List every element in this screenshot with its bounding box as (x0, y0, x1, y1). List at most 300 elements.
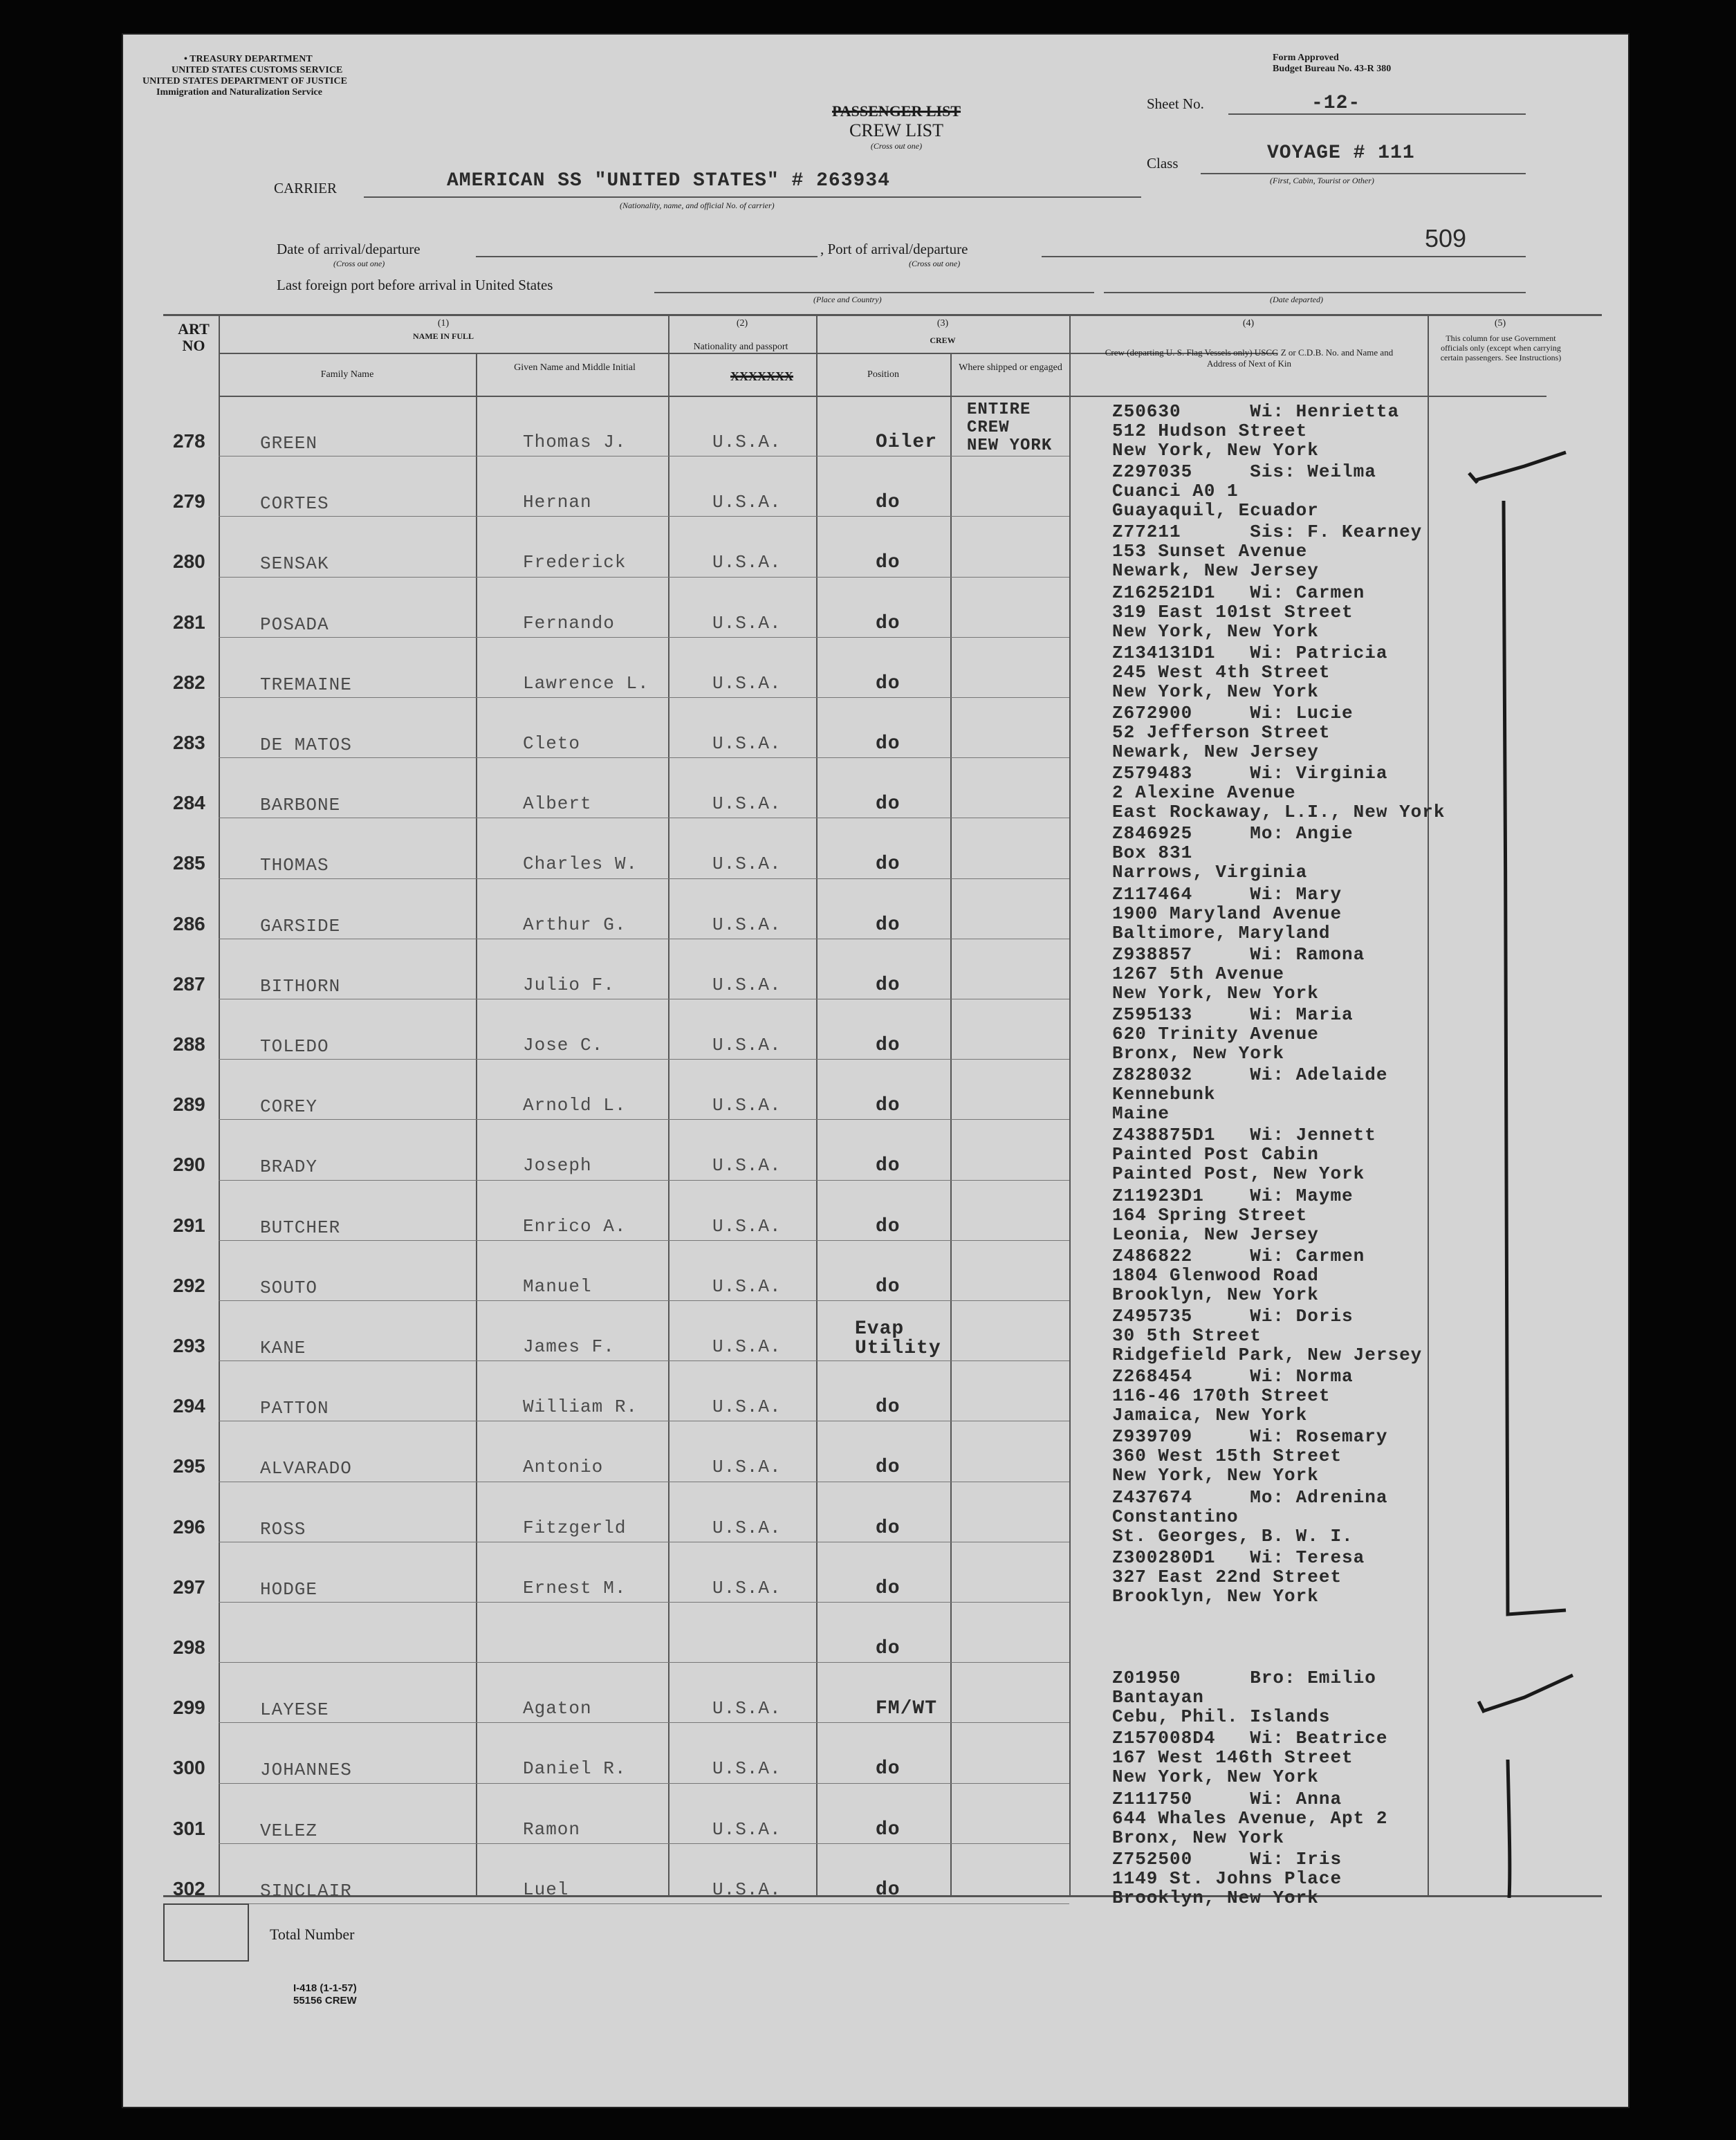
given-name: Ramon (523, 1818, 581, 1840)
table-row (122, 1000, 1629, 1064)
next-of-kin-line: Box 831 (1112, 842, 1193, 864)
document-page (122, 33, 1629, 2108)
family-name: VELEZ (260, 1820, 318, 1841)
col4-number: (4) (1242, 318, 1255, 329)
next-of-kin-line: Painted Post Cabin (1112, 1144, 1319, 1165)
family-name: PATTON (260, 1398, 329, 1419)
title-block (793, 102, 1000, 151)
table-row (122, 699, 1629, 762)
row-rule (219, 1180, 1069, 1181)
next-of-kin-line: Z157008D4 Wi: Beatrice (1112, 1728, 1388, 1749)
next-of-kin-line: Z117464 Wi: Mary (1112, 883, 1342, 905)
given-name: Luel (523, 1879, 569, 1900)
row-rule (219, 878, 1069, 879)
family-name: GARSIDE (260, 915, 341, 937)
row-number: 286 (173, 912, 205, 934)
next-of-kin-line: 319 East 101st Street (1112, 601, 1354, 622)
page-number: 509 (1425, 224, 1467, 252)
family-name: TOLEDO (260, 1036, 329, 1057)
next-of-kin-line: New York, New York (1112, 982, 1319, 1004)
family-name: POSADA (260, 614, 329, 635)
row-number: 281 (173, 611, 205, 633)
place-country-note: (Place and Country) (813, 295, 882, 304)
next-of-kin-line: 1804 Glenwood Road (1112, 1264, 1319, 1286)
next-of-kin-line: New York, New York (1112, 681, 1319, 702)
given-name: Julio F. (523, 974, 615, 995)
next-of-kin-line: New York, New York (1112, 1767, 1319, 1788)
next-of-kin-line: 116-46 170th Street (1112, 1385, 1331, 1407)
given-name: Fitzgerld (523, 1517, 627, 1538)
nationality: U.S.A. (712, 432, 782, 452)
table-row (122, 1543, 1629, 1607)
entire-crew-line: ENTIRE (967, 400, 1031, 419)
table-row (122, 819, 1629, 883)
nationality: U.S.A. (712, 1758, 782, 1780)
col3-position: Position (867, 369, 899, 380)
next-of-kin-line: 30 5th Street (1112, 1325, 1262, 1346)
row-rule (219, 1722, 1069, 1723)
col1-number: (1) (437, 318, 450, 329)
row-number: 292 (173, 1274, 205, 1296)
given-name: Ernest M. (523, 1577, 627, 1598)
col1-given: Given Name and Middle Initial (514, 362, 636, 373)
next-of-kin-line: Jamaica, New York (1112, 1405, 1308, 1426)
crew-position: do (876, 1758, 901, 1780)
next-of-kin-line: Cuanci A0 1 (1112, 481, 1239, 502)
row-number: 298 (173, 1636, 205, 1658)
row-number: 290 (173, 1154, 205, 1176)
table-row (122, 1663, 1629, 1728)
bracket-line-icon (1504, 501, 1566, 1614)
crew-position: do (876, 1577, 901, 1599)
next-of-kin-line: Constantino (1112, 1506, 1239, 1527)
crew-position: do (876, 854, 901, 876)
nationality: U.S.A. (712, 1035, 782, 1055)
row-number: 300 (173, 1757, 205, 1779)
next-of-kin-line: East Rockaway, L.I., New York (1112, 802, 1446, 823)
row-rule (219, 1360, 1069, 1361)
nationality: U.S.A. (712, 733, 782, 754)
family-name: SENSAK (260, 553, 329, 575)
row-rule (219, 1903, 1069, 1904)
crew-position: do (876, 974, 901, 996)
col2-number: (2) (736, 318, 748, 329)
check-mark-icon (1469, 473, 1477, 483)
crew-position: do (876, 1155, 901, 1177)
port-label: , Port of arrival/departure (820, 241, 968, 257)
next-of-kin-line: 153 Sunset Avenue (1112, 541, 1308, 562)
row-rule (219, 697, 1069, 698)
given-name: Albert (523, 793, 592, 815)
crew-position: do (876, 1818, 901, 1841)
crew-position: do (876, 1275, 901, 1298)
next-of-kin-line: New York, New York (1112, 1465, 1319, 1486)
nationality: U.S.A. (712, 552, 782, 573)
row-rule (219, 1300, 1069, 1301)
family-name: SINCLAIR (260, 1880, 352, 1901)
next-of-kin-line: Z300280D1 Wi: Teresa (1112, 1547, 1365, 1568)
col2-strike: XXXXXXX (730, 369, 793, 383)
date-rule (476, 256, 818, 257)
row-rule (219, 516, 1069, 517)
dept-line: UNITED STATES CUSTOMS SERVICE (172, 65, 343, 75)
crew-position: do (876, 612, 901, 634)
row-rule (219, 1662, 1069, 1663)
date-departed-note: (Date departed) (1270, 295, 1323, 304)
next-of-kin-line: Z486822 Wi: Carmen (1112, 1245, 1365, 1266)
table-row (122, 1483, 1629, 1547)
port-cross-note: (Cross out one) (909, 259, 961, 268)
family-name: BITHORN (260, 975, 341, 997)
given-name: Joseph (523, 1155, 592, 1177)
nationality: U.S.A. (712, 1698, 782, 1719)
crew-position: do (876, 1457, 901, 1479)
next-of-kin-line: Kennebunk (1112, 1084, 1216, 1105)
next-of-kin-line: 2 Alexine Avenue (1112, 782, 1296, 804)
crew-position: do (876, 552, 901, 574)
crew-code: 55156 CREW (293, 1995, 357, 2007)
nationality: U.S.A. (712, 492, 782, 513)
next-of-kin-line: Bronx, New York (1112, 1827, 1285, 1848)
table-row (122, 759, 1629, 823)
family-name: BARBONE (260, 795, 341, 816)
last-port-rule (654, 292, 1094, 293)
next-of-kin-line: Baltimore, Maryland (1112, 922, 1331, 943)
sheet-value: -12- (1311, 93, 1361, 114)
crew-position: do (876, 492, 901, 514)
next-of-kin-line: Z50630 Wi: Henrietta (1112, 401, 1400, 422)
table-row (122, 397, 1629, 461)
nationality: U.S.A. (712, 1215, 782, 1237)
col1-family: Family Name (320, 369, 374, 380)
next-of-kin-line: Ridgefield Park, New Jersey (1112, 1345, 1423, 1365)
carrier-rule (364, 196, 1141, 198)
department-block (142, 54, 447, 98)
crew-position: do (876, 1879, 901, 1901)
col3-title: CREW (930, 335, 956, 345)
next-of-kin-line: 360 West 15th Street (1112, 1446, 1342, 1467)
crew-position: do (876, 1095, 901, 1117)
row-number: 284 (173, 792, 205, 814)
nationality: U.S.A. (712, 793, 782, 815)
col1-title: NAME IN FULL (412, 331, 474, 341)
next-of-kin-line: Leonia, New Jersey (1112, 1224, 1319, 1245)
next-of-kin-line: Narrows, Virginia (1112, 862, 1308, 883)
row-number: 293 (173, 1335, 205, 1356)
next-of-kin-line: Bronx, New York (1112, 1043, 1285, 1064)
nationality: U.S.A. (712, 672, 782, 694)
row-number: 282 (173, 671, 205, 693)
next-of-kin-line: Z162521D1 Wi: Carmen (1112, 582, 1365, 603)
next-of-kin-line: Brooklyn, New York (1112, 1887, 1319, 1908)
given-name: William R. (523, 1396, 638, 1418)
next-of-kin-line: 644 Whales Avenue, Apt 2 (1112, 1807, 1388, 1829)
family-name: BUTCHER (260, 1217, 341, 1238)
table-row (122, 1845, 1629, 1908)
next-of-kin-line: Z437674 Mo: Adrenina (1112, 1486, 1388, 1508)
row-number: 280 (173, 551, 205, 573)
table-row (122, 1120, 1629, 1185)
art-no-header: ART NO (178, 320, 210, 354)
next-of-kin-line: Z828032 Wi: Adelaide (1112, 1064, 1388, 1086)
col5-number: (5) (1494, 318, 1506, 329)
next-of-kin-line: Z111750 Wi: Anna (1112, 1788, 1342, 1809)
row-rule (219, 1240, 1069, 1241)
carrier-label: CARRIER (274, 180, 338, 196)
row-number: 279 (173, 490, 205, 513)
next-of-kin-line: Z595133 Wi: Maria (1112, 1004, 1354, 1025)
crew-position: do (876, 1396, 901, 1419)
family-name: COREY (260, 1096, 318, 1118)
row-number: 295 (173, 1455, 205, 1477)
crew-position: do (876, 1215, 901, 1237)
next-of-kin-line: Z846925 Mo: Angie (1112, 823, 1354, 845)
family-name: BRADY (260, 1156, 318, 1178)
given-name: Agaton (523, 1698, 592, 1719)
next-of-kin-line: New York, New York (1112, 440, 1319, 461)
next-of-kin-line: Painted Post, New York (1112, 1163, 1365, 1185)
dept-line: Immigration and Naturalization Service (156, 87, 322, 98)
next-of-kin-line: Z495735 Wi: Doris (1112, 1306, 1354, 1327)
given-name: Arnold L. (523, 1095, 627, 1116)
next-of-kin-line: Guayaquil, Ecuador (1112, 500, 1319, 522)
row-rule (219, 1119, 1069, 1120)
given-name: Jose C. (523, 1035, 604, 1055)
family-name: ROSS (260, 1518, 306, 1540)
table-row (122, 1724, 1629, 1788)
sheet-label: Sheet No. (1147, 95, 1204, 112)
next-of-kin-line: 1267 5th Avenue (1112, 963, 1285, 984)
nationality: U.S.A. (712, 612, 782, 634)
table-row (122, 1181, 1629, 1245)
nationality: U.S.A. (712, 1818, 782, 1840)
family-name: JOHANNES (260, 1760, 352, 1781)
col4-title: Crew (departing U. S. Flag Vessels only) USCG Z or C.D.B. No. and Name and Address of Next of Kin (1105, 347, 1394, 369)
crew-position: do (876, 793, 901, 815)
port-rule (1042, 256, 1526, 257)
cross-out-note: (Cross out one) (870, 141, 923, 151)
class-rule (1201, 173, 1526, 174)
given-name: Manuel (523, 1275, 592, 1297)
table-row (122, 880, 1629, 943)
bracket-line-icon (1508, 1760, 1510, 1898)
nationality: U.S.A. (712, 1275, 782, 1297)
crew-position: do (876, 672, 901, 694)
class-value: VOYAGE # 111 (1267, 142, 1415, 164)
family-name: KANE (260, 1338, 306, 1358)
crew-position: do (876, 1517, 901, 1539)
form-approved (1273, 53, 1391, 75)
table-row (122, 940, 1629, 1004)
form-number: I-418 (1-1-57) (293, 1982, 357, 1994)
carrier-value: AMERICAN SS "UNITED STATES" # 263934 (447, 170, 890, 192)
next-of-kin-line: 1900 Maryland Avenue (1112, 903, 1342, 924)
table-row (122, 1422, 1629, 1486)
row-number: 288 (173, 1033, 205, 1055)
row-number: 297 (173, 1576, 205, 1598)
crew-position: do (876, 1035, 901, 1056)
next-of-kin-line: 327 East 22nd Street (1112, 1566, 1342, 1587)
table-row (122, 1302, 1629, 1365)
class-sub: (First, Cabin, Tourist or Other) (1270, 176, 1374, 185)
row-rule (219, 1783, 1069, 1784)
sheet-rule (1228, 113, 1526, 115)
next-of-kin-line: 512 Hudson Street (1112, 421, 1308, 441)
col5-title: This column for use Government officials only (except when carrying certain passengers. See Instructions) (1440, 333, 1562, 362)
next-of-kin-line: Z297035 Sis: Weilma (1112, 461, 1376, 483)
table-row (122, 1060, 1629, 1125)
next-of-kin-line: Z134131D1 Wi: Patricia (1112, 642, 1388, 663)
col2-title: Nationality and passport (693, 342, 788, 352)
given-name: Thomas J. (523, 432, 627, 452)
family-name: THOMAS (260, 855, 329, 876)
next-of-kin-line: Brooklyn, New York (1112, 1585, 1319, 1607)
given-name: Cleto (523, 733, 581, 754)
row-number: 302 (173, 1877, 205, 1899)
table-row (122, 578, 1629, 642)
given-name: Enrico A. (523, 1215, 627, 1237)
next-of-kin-line: Z579483 Wi: Virginia (1112, 763, 1388, 784)
nationality: U.S.A. (712, 854, 782, 875)
total-number-label: Total Number (270, 1926, 355, 1943)
crew-position: do (876, 1638, 901, 1659)
row-number: 287 (173, 972, 205, 995)
row-rule (219, 1843, 1069, 1844)
nationality: U.S.A. (712, 1155, 782, 1177)
table-row (122, 1362, 1629, 1426)
nationality: U.S.A. (712, 1095, 782, 1116)
next-of-kin-line: 164 Spring Street (1112, 1204, 1308, 1226)
table-row (122, 1603, 1629, 1663)
next-of-kin-line: Newark, New Jersey (1112, 741, 1319, 762)
table-row (122, 517, 1629, 582)
row-number: 294 (173, 1395, 205, 1417)
col3-number: (3) (936, 318, 949, 329)
row-rule (219, 1059, 1069, 1060)
form-approved-line: Form Approved (1273, 53, 1339, 63)
next-of-kin-line: 620 Trinity Avenue (1112, 1024, 1319, 1044)
row-rule (219, 1602, 1069, 1603)
given-name: Antonio (523, 1457, 604, 1478)
next-of-kin-line: St. Georges, B. W. I. (1112, 1525, 1354, 1547)
entire-crew-line: CREW (967, 418, 1010, 437)
family-name: DE MATOS (260, 735, 352, 755)
row-number: 291 (173, 1214, 205, 1236)
date-departed-rule (1104, 292, 1526, 293)
given-name: Fernando (523, 612, 615, 634)
given-name: Daniel R. (523, 1758, 627, 1780)
family-name: TREMAINE (260, 674, 352, 695)
next-of-kin-line: Cebu, Phil. Islands (1112, 1706, 1331, 1728)
next-of-kin-line: Z939709 Wi: Rosemary (1112, 1426, 1388, 1448)
next-of-kin-line: Z752500 Wi: Iris (1112, 1848, 1342, 1870)
given-name: Arthur G. (523, 914, 627, 935)
row-rule (219, 757, 1069, 758)
table-row (122, 457, 1629, 522)
row-number: 285 (173, 852, 205, 874)
next-of-kin-line: Maine (1112, 1103, 1170, 1125)
entire-crew-line: NEW YORK (967, 436, 1053, 455)
row-number: 289 (173, 1094, 205, 1116)
total-number-box (163, 1903, 249, 1962)
form-code (293, 1982, 357, 2007)
row-rule (219, 637, 1069, 638)
row-number: 283 (173, 732, 205, 753)
carrier-sub: (Nationality, name, and official No. of carrier) (620, 201, 775, 210)
table-row (122, 1784, 1629, 1848)
date-label: Date of arrival/departure (277, 241, 421, 257)
given-name: Charles W. (523, 854, 638, 875)
family-name: HODGE (260, 1578, 318, 1600)
nationality: U.S.A. (712, 974, 782, 995)
next-of-kin-line: Bantayan (1112, 1687, 1204, 1708)
crew-position: Oiler (876, 432, 938, 453)
nationality: U.S.A. (712, 1517, 782, 1538)
class-label: Class (1147, 155, 1179, 172)
form-approved-line: Budget Bureau No. 43-R 380 (1273, 64, 1392, 74)
passenger-list-title: PASSENGER LIST (831, 102, 961, 120)
next-of-kin-line: Z938857 Wi: Ramona (1112, 943, 1365, 965)
given-name: James F. (523, 1336, 615, 1357)
nationality: U.S.A. (712, 914, 782, 935)
next-of-kin-line: Brooklyn, New York (1112, 1284, 1319, 1305)
nationality: U.S.A. (712, 1396, 782, 1418)
next-of-kin-line: Z01950 Bro: Emilio (1112, 1668, 1376, 1689)
nationality: U.S.A. (712, 1336, 782, 1357)
check-mark-icon (1479, 1701, 1484, 1713)
given-name: Lawrence L. (523, 672, 649, 694)
date-cross-note: (Cross out one) (333, 259, 385, 268)
crew-position: do (876, 914, 901, 936)
next-of-kin-line: 245 West 4th Street (1112, 661, 1331, 683)
next-of-kin-line: Z77211 Sis: F. Kearney (1112, 522, 1423, 543)
col3-where: Where shipped or engaged (959, 362, 1062, 373)
given-name: Hernan (523, 492, 592, 513)
crew-position: Evap Utility (855, 1318, 941, 1359)
next-of-kin-line: Z268454 Wi: Norma (1112, 1366, 1354, 1387)
crew-position: do (876, 733, 901, 755)
family-name: LAYESE (260, 1699, 329, 1721)
next-of-kin-line: 167 West 146th Street (1112, 1747, 1354, 1769)
table-row (122, 638, 1629, 702)
row-rule (219, 577, 1069, 578)
crew-position: FM/WT (876, 1698, 938, 1720)
nationality: U.S.A. (712, 1879, 782, 1900)
crew-list-title: CREW LIST (849, 120, 944, 140)
next-of-kin-line: 52 Jefferson Street (1112, 722, 1331, 743)
family-name: ALVARADO (260, 1458, 352, 1479)
next-of-kin-line: New York, New York (1112, 620, 1319, 642)
check-mark-icon (1483, 1675, 1573, 1711)
family-name: GREEN (260, 433, 318, 454)
row-number: 296 (173, 1515, 205, 1538)
table-top-rule (163, 314, 1602, 316)
row-number: 301 (173, 1817, 205, 1839)
table-row (122, 1242, 1629, 1305)
next-of-kin-line: Newark, New Jersey (1112, 560, 1319, 582)
next-of-kin-line: Z672900 Wi: Lucie (1112, 703, 1354, 723)
given-name: Frederick (523, 552, 627, 573)
row-number: 278 (173, 430, 205, 452)
nationality: U.S.A. (712, 1577, 782, 1598)
next-of-kin-line: 1149 St. Johns Place (1112, 1867, 1342, 1889)
family-name: CORTES (260, 493, 329, 515)
check-mark-icon (1476, 452, 1566, 480)
next-of-kin-line: Z11923D1 Wi: Mayme (1112, 1185, 1354, 1206)
row-number: 299 (173, 1697, 205, 1719)
family-name: SOUTO (260, 1277, 318, 1298)
dept-line: • TREASURY DEPARTMENT (184, 54, 313, 64)
